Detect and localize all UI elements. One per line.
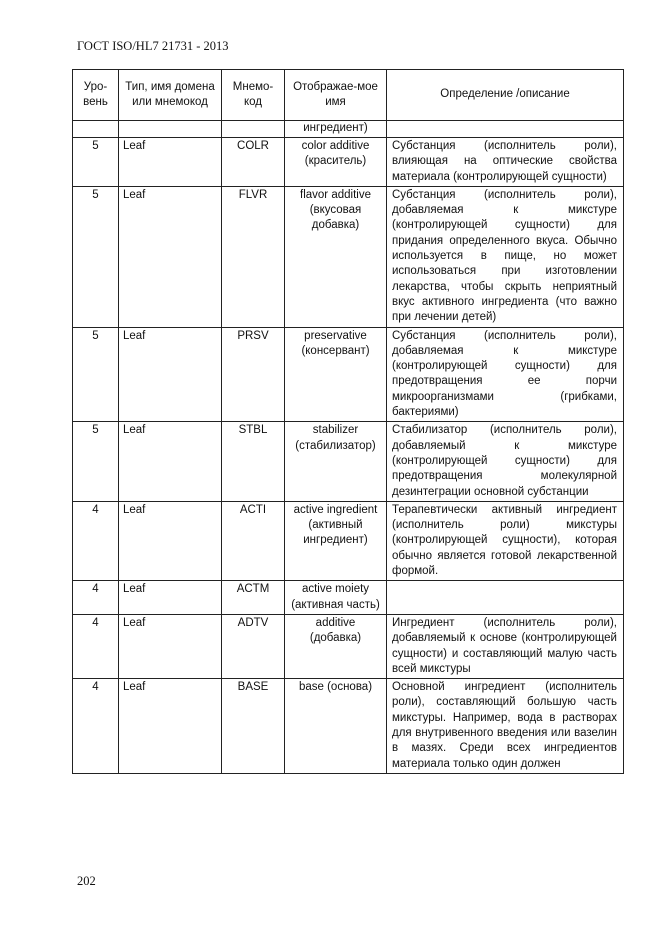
cell-level: 5 [73, 422, 119, 501]
continuation-row [73, 121, 624, 138]
cell-description: Ингредиент (исполнитель роли), добавляемый к основе (контролирующей сущности) и составляющий малую часть всей микстуры [387, 614, 624, 678]
cell-code [222, 121, 285, 138]
cell-description: Субстанция (исполнитель роли), добавляемая к микстуре (контролирующей сущности) для предотвращения ее порчи микроорганизмами (грибками, бактериями) [387, 327, 624, 422]
table-header-row [73, 70, 624, 121]
cell-type: Leaf [119, 138, 222, 187]
col-header-description: Определение /описание [387, 70, 624, 121]
col-header-type: Тип, имя домена или мнемокод [119, 70, 222, 121]
table-row [73, 679, 624, 774]
table-row [73, 581, 624, 615]
table-row [73, 614, 624, 678]
cell-display: active ingredient (активный ингредиент) [285, 501, 387, 580]
cell-display: base (основа) [285, 679, 387, 774]
col-header-code: Мнемо-код [222, 70, 285, 121]
cell-code: PRSV [222, 327, 285, 422]
cell-type: Leaf [119, 501, 222, 580]
cell-code: ADTV [222, 614, 285, 678]
table-row [73, 501, 624, 580]
cell-display: ингредиент) [285, 121, 387, 138]
table-row [73, 327, 624, 422]
table-row [73, 186, 624, 327]
ingredient-roles-table [72, 69, 624, 774]
cell-code: ACTI [222, 501, 285, 580]
cell-description [387, 581, 624, 615]
cell-display: stabilizer (стабилизатор) [285, 422, 387, 501]
cell-code: ACTM [222, 581, 285, 615]
cell-type [119, 121, 222, 138]
cell-code: BASE [222, 679, 285, 774]
cell-code: COLR [222, 138, 285, 187]
cell-description: Субстанция (исполнитель роли), добавляемая к микстуре (контролирующей сущности) для придания определенного вкуса. Обычно используется в пище, но может использоваться при изготовлении лекарства, чтобы скрыть неприятный вкус активного ингредиента (что важно при лечении детей) [387, 186, 624, 327]
col-header-level: Уро-вень [73, 70, 119, 121]
cell-description: Основной ингредиент (исполнитель роли), составляющий большую часть микстуры. Например, вода в растворах для внутривенного введения или вазелин в мазях. Среди всех ингредиентов материала только один должен [387, 679, 624, 774]
cell-level: 4 [73, 614, 119, 678]
page-number: 202 [77, 874, 96, 888]
cell-description: Терапевтически активный ингредиент (исполнитель роли) микстуры (контролирующей сущности), которая обычно является готовой лекарственной формой. [387, 501, 624, 580]
cell-code: FLVR [222, 186, 285, 327]
cell-description: Стабилизатор (исполнитель роли), добавляемый к микстуре (контролирующей сущности) для предотвращения молекулярной дезинтеграции основной субстанции [387, 422, 624, 501]
cell-code: STBL [222, 422, 285, 501]
cell-display: preservative (консервант) [285, 327, 387, 422]
cell-level: 4 [73, 679, 119, 774]
cell-level [73, 121, 119, 138]
cell-level: 4 [73, 581, 119, 615]
cell-type: Leaf [119, 679, 222, 774]
cell-level: 5 [73, 186, 119, 327]
cell-type: Leaf [119, 614, 222, 678]
cell-description [387, 121, 624, 138]
cell-type: Leaf [119, 422, 222, 501]
cell-level: 5 [73, 327, 119, 422]
cell-level: 4 [73, 501, 119, 580]
cell-type: Leaf [119, 327, 222, 422]
cell-display: color additive (краситель) [285, 138, 387, 187]
cell-level: 5 [73, 138, 119, 187]
cell-description: Субстанция (исполнитель роли), влияющая на оптические свойства материала (контролирующей сущности) [387, 138, 624, 187]
table-row [73, 138, 624, 187]
cell-type: Leaf [119, 581, 222, 615]
cell-type: Leaf [119, 186, 222, 327]
col-header-display: Отображае-мое имя [285, 70, 387, 121]
document-header: ГОСТ ISO/HL7 21731 - 2013 [77, 39, 229, 53]
cell-display: active moiety (активная часть) [285, 581, 387, 615]
cell-display: flavor additive (вкусовая добавка) [285, 186, 387, 327]
table-row [73, 422, 624, 501]
cell-display: additive (добавка) [285, 614, 387, 678]
